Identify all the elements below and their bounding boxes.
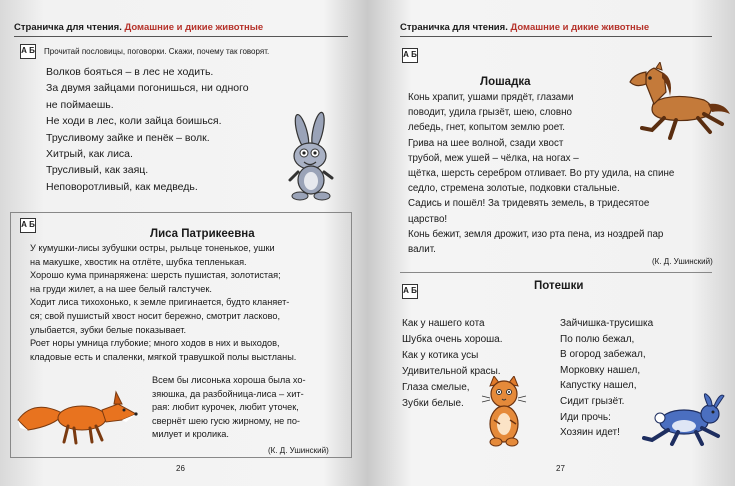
poteshka-line: В огород забежал,	[560, 349, 646, 361]
story-line: милует и кролика.	[152, 429, 229, 440]
poteshka-line: Удивительной красы.	[402, 366, 501, 377]
horse-line: Садись и пошёл! За тридевять земель, в тридесятое	[408, 198, 650, 210]
page-number: 27	[556, 464, 565, 473]
horse-line: Конь храпит, ушами прядёт, глазами	[408, 92, 574, 103]
header-topic: Домашние и дикие животные	[124, 22, 264, 33]
story-line: Роет норы умница глубокие; много ходов в них и выходов,	[30, 338, 280, 349]
horse-line: Грива на шее волной, сзади хвост	[408, 137, 564, 149]
cat-illustration	[480, 376, 528, 448]
poteshka-line: Капустку нашел,	[560, 380, 637, 392]
header-section: Страничка для чтения.	[14, 22, 122, 33]
story-text-continued	[152, 374, 306, 442]
proverb-line: Хитрый, как лиса.	[46, 148, 133, 161]
story-line: рая: любит курочек, любит уточек,	[152, 402, 299, 413]
poteshka-line: Глаза смелые,	[402, 382, 470, 393]
page-header	[400, 22, 649, 33]
poteshka-line: Как у котика усы	[402, 350, 479, 361]
story-text	[30, 242, 296, 364]
section-rule	[400, 272, 712, 273]
proverb-line: Не ходи в лес, коли зайца боишься.	[46, 115, 222, 128]
poteshka-line: Морковку нашел,	[560, 364, 641, 376]
story-line: Ходит лиса тихохонько, к земле пригинается, будто кланяет-	[30, 297, 290, 308]
story-line: кладовые есть и спаленки, мягкой травушкой полы выстланы.	[30, 351, 297, 362]
ab-badge: А Б	[402, 284, 418, 299]
horse-line: поводит, удила грызёт, шею, словно	[408, 107, 572, 119]
header-rule	[14, 36, 348, 37]
poteshka-line: Сидит грызёт.	[560, 395, 625, 407]
proverb-line: За двумя зайцами погонишься, ни одного	[46, 82, 249, 95]
story-title: Лиса Патрикеевна	[150, 228, 255, 240]
story-line: зяюшка, да разбойница-лиса – хит-	[152, 388, 304, 399]
story-line: Всем бы лисонька хороша была хо-	[152, 375, 306, 385]
proverb-line: Трусливый, как заяц.	[46, 164, 149, 177]
left-page	[0, 0, 366, 486]
horse-line: седло, стремена золотые, подковки стальные.	[408, 183, 620, 195]
horse-line: щётка, шерсть серебром отливает. Во рту удила, на спине	[408, 168, 675, 180]
poteshka-line: Шубка очень хороша.	[402, 334, 503, 345]
story-line: ся; свой пушистый хвост носит бережно, смотрит ласково,	[30, 310, 281, 321]
poteshka-line: Зубки белые.	[402, 398, 464, 409]
story-line: свернёт шею гусю жирному, не по-	[152, 415, 300, 426]
right-page	[370, 0, 735, 486]
poteshka-line: Зайчишка-трусишка	[560, 318, 654, 329]
ab-badge: А Б	[20, 218, 36, 233]
proverb-line: Неповоротливый, как медведь.	[46, 180, 198, 193]
poteshki-title: Потешки	[534, 280, 584, 292]
poteshka-line: По полю бежал,	[560, 333, 635, 345]
header-topic: Домашние и дикие животные	[510, 22, 650, 33]
page-header	[14, 22, 263, 33]
horse-title: Лошадка	[480, 76, 531, 88]
story-line: на макушке, хвостик на отлёте, шубка тепленькая.	[30, 256, 247, 267]
poteshka-line: Хозяин идет!	[560, 427, 620, 439]
horse-illustration	[624, 62, 734, 144]
poteshka-line: Иди прочь:	[560, 411, 611, 423]
ab-badge: А Б	[402, 48, 418, 63]
fox-illustration	[14, 380, 144, 448]
proverbs-instruction: Прочитай пословицы, поговорки. Скажи, почему так говорят.	[44, 47, 270, 56]
story-author: (К. Д. Ушинский)	[268, 446, 329, 455]
hare-illustration	[640, 392, 732, 448]
proverbs-list	[46, 64, 249, 195]
horse-line: трубой, меж ушей – чёлка, на ногах –	[408, 152, 579, 164]
page-number: 26	[176, 464, 185, 473]
header-rule	[400, 36, 712, 37]
story-line: улыбается, зубки белые показывает.	[30, 324, 187, 335]
proverb-line: Волков бояться – в лес не ходить.	[46, 66, 214, 78]
story-line: Хорошо кума принаряжена: шерсть пушистая, золотистая;	[30, 270, 281, 281]
story-line: на груди жилет, а на шее белый галстучек.	[30, 283, 212, 294]
horse-line: Конь бежит, земля дрожит, изо рта пена, из ноздрей пар	[408, 228, 664, 240]
proverb-line: не поймаешь.	[46, 98, 114, 111]
horse-line: царство!	[408, 213, 448, 225]
horse-author: (К. Д. Ушинский)	[652, 257, 713, 266]
ab-badge: А Б	[20, 44, 36, 59]
header-section: Страничка для чтения.	[400, 22, 508, 33]
horse-line: лебедь, гнет, копытом землю роет.	[408, 122, 565, 134]
horse-line: валит.	[408, 244, 436, 256]
story-line: У кумушки-лисы зубушки остры, рыльце тоненькое, ушки	[30, 243, 275, 253]
proverb-line: Трусливому зайке и пенёк – волк.	[46, 131, 210, 144]
poteshka-line: Как у нашего кота	[402, 318, 485, 329]
rabbit-illustration	[282, 110, 342, 205]
